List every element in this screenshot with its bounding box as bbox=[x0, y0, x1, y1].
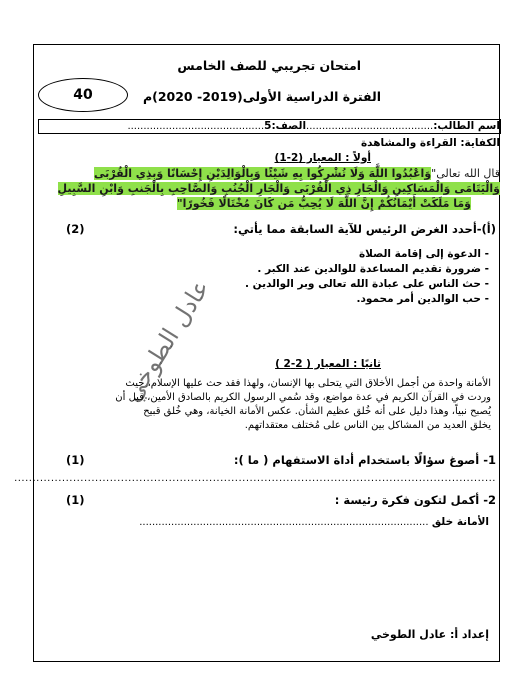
class-label: الصف:5 bbox=[264, 120, 307, 132]
verse-line-1 bbox=[94, 167, 500, 180]
verse-intro: قال الله تعالى" bbox=[431, 167, 500, 180]
question-a: (أ)-أحدد الغرض الرئيس للآية السابقة مما يأتي: bbox=[233, 222, 496, 236]
question-a-marks: (2) bbox=[66, 222, 85, 236]
paragraph-line-2: وردت في القرآن الكريم في عدة مواضع، وقد سُمي الرسول الكريم بالصادق الأمين، قبل أن bbox=[115, 392, 491, 403]
option-1[interactable]: - الدعوة إلى إقامة الصلاة bbox=[358, 248, 489, 260]
score-oval bbox=[38, 78, 128, 112]
question-2-marks: (1) bbox=[66, 493, 85, 507]
verse-line-3 bbox=[177, 197, 471, 210]
student-name-line bbox=[127, 120, 500, 132]
question-2-answer-line[interactable]: ........................................................................................... bbox=[139, 517, 429, 528]
term-title: الفترة الدراسية الأولى(2019- 2020)م bbox=[142, 89, 381, 104]
question-1-answer-line[interactable]: ................................................................................................................................... bbox=[14, 473, 496, 484]
question-2: 2- أكمل لتكون فكرة رئيسة : bbox=[334, 493, 496, 507]
competency-label: الكفاية: القراءة والمشاهدة bbox=[360, 137, 500, 149]
class-dots[interactable]: ........................................... bbox=[127, 121, 265, 132]
paragraph-line-3: يُصبح نبياً، وهذا دليل على أنه خُلق عظيم الشأن. عكس الأمانة الخيانة، وهي خُلق قبيح bbox=[143, 406, 491, 417]
section2-heading: ثانيًا : المعيار ( 2-2 ) bbox=[275, 358, 381, 370]
question-2-line bbox=[139, 516, 489, 528]
prepared-by: إعداد أ: عادل الطوخي bbox=[370, 628, 489, 641]
paragraph-line-1: الأمانة واحدة من أجمل الأخلاق التي يتحلى بها الإنسان، ولهذا فقد حث عليها الإسلام، حيث bbox=[125, 378, 491, 389]
verse-text-3: وَمَا مَلَكَتْ أَيْمَانُكُمْ إِنَّ اللَّهَ لَا يُحِبُّ مَن كَانَ مُخْتَالًا فَخُورًا" bbox=[176, 197, 471, 210]
watermark-signature: عادل الطوخي bbox=[118, 274, 216, 407]
section1-heading: أولاً : المعيار (2-1) bbox=[274, 152, 371, 164]
verse-text-2: وَالْيَتَامَى وَالْمَسَاكِينِ وَالْجَارِ ذِي الْقُرْبَى وَالْجَارِ الْجُنُبِ وَالصَّاحِبِ بِالْجَنبِ وَابْنِ السَّبِيلِ bbox=[57, 182, 500, 195]
student-name-dots[interactable]: ........................................ bbox=[306, 121, 434, 132]
question-2-prompt: الأمانة خلق bbox=[431, 516, 489, 528]
exam-title: امتحان تجريبي للصف الخامس bbox=[177, 58, 361, 73]
verse-text-1: وَاعْبُدُوا اللَّهَ وَلَا تُشْرِكُوا بِهِ شَيْئًا وَبِالْوَالِدَيْنِ إِحْسَانًا وَبِذِي الْقُرْبَى bbox=[94, 167, 432, 180]
paragraph-line-4: يخلق العديد من المشاكل بين الناس على مُختلف معتقداتهم. bbox=[244, 420, 491, 431]
question-1: 1- أصوغ سؤالًا باستخدام أداة الاستفهام ( ما ): bbox=[233, 453, 496, 467]
option-4[interactable]: - حب الوالدين أمر محمود. bbox=[356, 293, 489, 305]
option-3[interactable]: - حث الناس على عبادة الله تعالى وبر الوالدين . bbox=[245, 278, 489, 290]
verse-line-2 bbox=[58, 182, 500, 195]
option-2[interactable]: - ضرورة تقديم المساعدة للوالدين عند الكبر . bbox=[257, 263, 489, 275]
score-value: 40 bbox=[73, 87, 93, 103]
student-name-label: اسم الطالب: bbox=[433, 120, 500, 132]
question-1-marks: (1) bbox=[66, 453, 85, 467]
